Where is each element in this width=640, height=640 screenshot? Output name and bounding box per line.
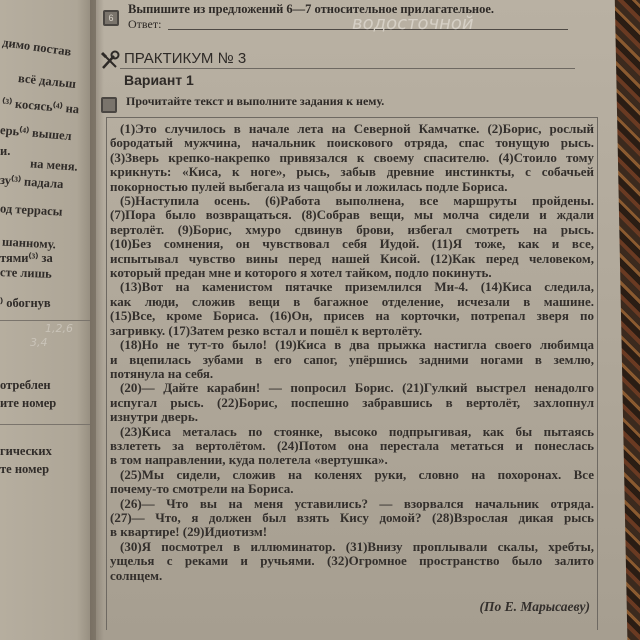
text-line: (25)Мы сидели, сложив на коленях руки, словно на похоронах. Все	[120, 467, 594, 482]
text-line: (26)— Что вы на меня уставились? — взорвался начальник отряда.	[120, 496, 594, 511]
left-page-line: гических	[0, 444, 52, 458]
text-line: крикнуть: «Киса, к ноге», рысь, забыв древние инстинкты, с собачьей	[110, 165, 594, 180]
handwritten-answer: водосточной	[352, 13, 474, 34]
task-number-icon: 6	[103, 10, 119, 26]
text-line: загривку. (17)Затем резко встал и пошёл к вертолёту.	[110, 323, 423, 338]
text-line: (1)Это случилось в начале лета на Северной Камчатке. (2)Борис, рослый	[120, 122, 594, 136]
left-page-divider	[0, 320, 90, 321]
left-page-line: и.	[0, 144, 11, 158]
text-author: (По Е. Марысаеву)	[479, 599, 590, 614]
left-page-line: ⁾ обогнув	[0, 296, 51, 310]
left-page-line: зу⁽³⁾ падала	[0, 172, 64, 192]
text-line: в квартире! (29)Идиотизм!	[110, 525, 268, 540]
left-page-handwriting: 1,2,6	[45, 322, 73, 335]
left-page-line: всё дальш	[17, 71, 77, 91]
answer-label: Ответ:	[128, 17, 162, 31]
text-line: (18)Но не тут-то было! (19)Киса в два прыжка настигла своего любимца	[120, 338, 594, 353]
variant-title: Вариант 1	[124, 72, 194, 88]
text-line: бородатый мужчина, начальник поискового отряда, спас тонущую рысь.	[110, 136, 594, 151]
text-line: и вцепилась зубами в его сапог, упёршись задними ногами в землю,	[110, 352, 594, 367]
left-page-line: ⁽³⁾ косясь⁽⁴⁾ на	[1, 95, 80, 117]
task6-prompt: Выпишите из предложений 6—7 относительное прилагательное.	[128, 2, 495, 16]
text-line: (20)— Дайте карабин! — попросил Борис. (21)Гулкий выстрел ненадолго	[120, 381, 594, 396]
left-page-divider	[0, 424, 90, 425]
left-page-handwriting: 3,4	[30, 336, 48, 349]
text-line: солнцем.	[110, 568, 163, 583]
text-line: ущелья с реками и ручьями. (32)Огромное пространство было залито	[110, 554, 594, 569]
left-page-line: димо постав	[1, 35, 73, 59]
text-line: (13)Вот на каменистом пятачке приземлился Ми-4. (14)Киса следила,	[120, 280, 594, 295]
left-page-line: ите номер	[0, 396, 57, 410]
text-line: изнутри дверь.	[110, 410, 198, 425]
text-line: (27)— Что, я должен был взять Кису домой? (28)Взрослая дикая рысь	[110, 510, 594, 525]
text-line: (30)Я посмотрел в иллюминатор. (31)Внизу проплывали скалы, хребты,	[120, 539, 594, 554]
text-line: в том направлении, куда полетела «вертушка».	[110, 453, 388, 468]
text-line: (15)Все, кроме Бориса. (16)Он, присев на корточки, потрепал зверя по	[110, 309, 594, 324]
text-line: покорностью пулей выбегала из чащобы и ложилась подле Бориса.	[110, 179, 508, 194]
left-page-line: на меня.	[29, 156, 79, 174]
left-page-line: ерь⁽⁴⁾ вышел	[0, 122, 73, 144]
praktikum-title: ПРАКТИКУМ № 3	[124, 50, 247, 67]
left-page-line: од террасы	[0, 201, 63, 219]
left-page-line: сте лишь	[0, 265, 52, 281]
left-page	[0, 0, 96, 640]
read-task-prompt: Прочитайте текст и выполните задания к нему.	[126, 94, 385, 108]
left-page-line: те номер	[0, 462, 50, 476]
left-page-line: тями⁽³⁾ за	[0, 251, 53, 265]
text-line: (7)Пора было возвращаться. (8)Собрав вещи, мы молча сидели и ждали	[110, 208, 594, 223]
tools-icon	[100, 50, 122, 70]
text-line: вертолёт. (9)Борис, хмуро сдвинув брови, избегал смотреть на рысь.	[110, 222, 594, 237]
text-line: (3)Зверь крепко-накрепко привязался к своему спасителю. (4)Стоило тому	[110, 150, 594, 165]
text-line: потянула на себя.	[110, 366, 214, 381]
heading-rule	[120, 68, 575, 69]
left-page-line: отреблен	[0, 378, 51, 392]
text-line: (23)Киса металась по стоянке, высоко подпрыгивая, как бы пытаясь	[120, 424, 594, 439]
task-icon	[101, 97, 117, 113]
text-line: почему-то смотрели на Бориса.	[110, 482, 294, 497]
text-line: (5)Наступила осень. (6)Работа выполнена, все маршруты пройдены.	[120, 194, 594, 209]
text-line: который предан мне и которого я хотел тайком, подло покинуть.	[110, 266, 492, 281]
text-line: как люди, сложив вещи в багажное отделение, исчезали в машине.	[110, 294, 594, 309]
carpet-background	[604, 0, 640, 640]
text-line: испугал рысь. (22)Борис, поспешно забравшись в вертолёт, захлопнул	[110, 395, 594, 410]
story-text	[110, 122, 594, 583]
page-gutter	[90, 0, 104, 640]
left-page-line: шанному.	[1, 234, 57, 252]
text-line: (10)Без сомнения, он чувствовал себя Иудой. (11)Я тоже, как и все,	[110, 237, 594, 252]
text-line: взлететь за вертолётом. (24)Потом она перестала метаться и понеслась	[110, 438, 594, 453]
text-line: испытывал чувство вины перед нашей Кисой. (12)Как перед человеком,	[110, 251, 594, 266]
